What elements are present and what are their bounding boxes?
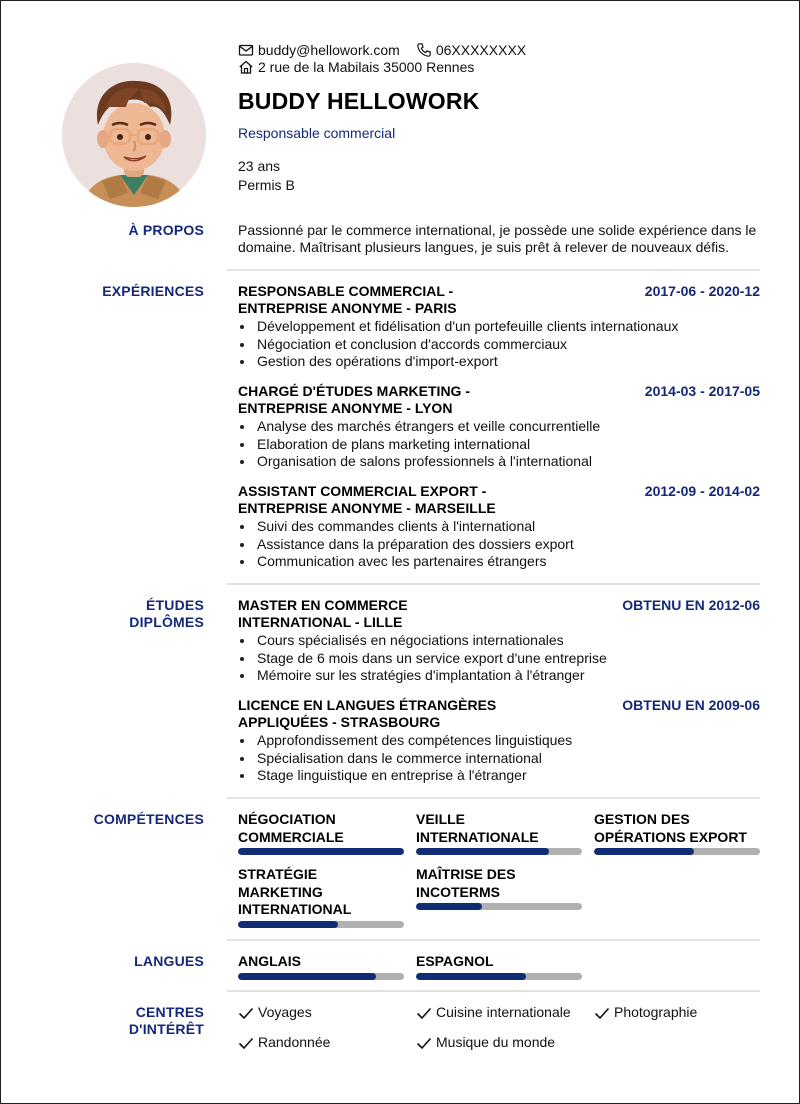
language-bar	[416, 973, 582, 980]
skill-item	[238, 866, 404, 928]
skill-name: STRATÉGIE MARKETING INTERNATIONAL	[238, 866, 352, 917]
education-entry-2	[238, 697, 760, 785]
education-date: OBTENU EN 2012-06	[622, 597, 760, 613]
experience-bullets	[238, 418, 760, 471]
section-divider	[227, 797, 760, 799]
interest-item	[238, 1004, 312, 1021]
education-label-line1: ÉTUDES	[146, 597, 204, 613]
candidate-name: BUDDY HELLOWORK	[238, 88, 480, 114]
interest-item	[594, 1004, 697, 1021]
section-label-about: À PROPOS	[128, 222, 204, 238]
interest-item	[416, 1034, 555, 1051]
check-icon	[238, 1035, 254, 1051]
interest-label: Voyages	[258, 1004, 312, 1020]
age: 23 ans	[238, 158, 281, 174]
check-icon	[416, 1035, 432, 1051]
experience-date: 2012-09 - 2014-02	[644, 483, 760, 499]
skill-bar	[416, 848, 582, 855]
education-bullets	[238, 632, 760, 685]
bullet-item: Spécialisation dans le commerce international	[238, 750, 760, 768]
driving-license: Permis B	[238, 177, 295, 193]
about-text: Passionné par le commerce international, je possède une solide expérience dans le domaine. Maîtrisant plusieurs langues, je suis prêt à relever de nouveaux défis.	[238, 222, 757, 255]
experience-entry-2	[238, 383, 760, 471]
check-icon	[416, 1005, 432, 1021]
interests-label-line1: CENTRES	[135, 1004, 204, 1020]
skill-bar-fill	[416, 848, 549, 855]
section-divider	[227, 269, 760, 271]
bullet-item: Suivi des commandes clients à l'international	[238, 518, 760, 536]
skill-item	[238, 811, 404, 855]
bullet-item: Cours spécialisés en négociations internationales	[238, 632, 760, 650]
section-label-languages: LANGUES	[134, 953, 204, 969]
bullet-item: Approfondissement des compétences linguistiques	[238, 732, 760, 750]
skill-name: MAÎTRISE DES INCOTERMS	[416, 866, 516, 900]
education-title: MASTER EN COMMERCE INTERNATIONAL - LILLE	[238, 597, 408, 630]
skill-bar-fill	[594, 848, 694, 855]
language-item	[416, 953, 582, 980]
address-item	[238, 59, 474, 75]
skill-bar	[238, 921, 404, 928]
bullet-item: Assistance dans la préparation des dossiers export	[238, 536, 760, 554]
experience-title: CHARGÉ D'ÉTUDES MARKETING - ENTREPRISE ANONYME - LYON	[238, 383, 470, 416]
skill-item	[594, 811, 760, 855]
bullet-item: Développement et fidélisation d'un portefeuille clients internationaux	[238, 318, 760, 336]
interest-label: Musique du monde	[436, 1034, 556, 1050]
skill-name: VEILLE INTERNATIONALE	[416, 811, 539, 845]
experience-entry-3	[238, 483, 760, 571]
email-item[interactable]	[238, 42, 400, 58]
interest-label: Photographie	[614, 1004, 698, 1020]
bullet-item: Elaboration de plans marketing international	[238, 436, 760, 454]
job-title: Responsable commercial	[238, 125, 396, 141]
skill-name: NÉGOCIATION COMMERCIALE	[238, 811, 344, 845]
experience-entry-1	[238, 283, 760, 371]
skill-bar-fill	[238, 848, 404, 855]
contact-row-2	[238, 59, 490, 75]
experience-title: ASSISTANT COMMERCIAL EXPORT - ENTREPRISE ANONYME - MARSEILLE	[238, 483, 496, 516]
experience-date: 2017-06 - 2020-12	[644, 283, 760, 299]
experience-date: 2014-03 - 2017-05	[644, 383, 760, 399]
phone-item[interactable]	[416, 42, 526, 58]
section-divider	[227, 939, 760, 941]
section-label-education	[129, 597, 204, 631]
skill-item	[416, 811, 582, 855]
mail-icon	[238, 42, 254, 58]
section-divider	[227, 583, 760, 585]
section-label-experiences: EXPÉRIENCES	[102, 283, 204, 299]
interests-label-line2: D'INTÉRÊT	[128, 1021, 204, 1037]
bullet-item: Organisation de salons professionnels à l'international	[238, 453, 760, 471]
education-bullets	[238, 732, 760, 785]
email-text: buddy@hellowork.com	[258, 42, 400, 58]
profile-photo	[62, 63, 206, 207]
education-title: LICENCE EN LANGUES ÉTRANGÈRES APPLIQUÉES - STRASBOURG	[238, 697, 497, 730]
skill-item	[416, 866, 582, 910]
language-name: ESPAGNOL	[416, 953, 494, 969]
contact-row-1	[238, 42, 542, 58]
skill-bar-fill	[416, 903, 482, 910]
interest-label: Cuisine internationale	[436, 1004, 571, 1020]
experience-bullets	[238, 518, 760, 571]
bullet-item: Stage linguistique en entreprise à l'étranger	[238, 767, 760, 785]
education-label-line2: DIPLÔMES	[129, 614, 204, 630]
section-label-interests	[129, 1004, 204, 1038]
bullet-item: Mémoire sur les stratégies d'implantation à l'étranger	[238, 667, 760, 685]
bullet-item: Stage de 6 mois dans un service export d'une entreprise	[238, 650, 760, 668]
skill-bar	[238, 848, 404, 855]
check-icon	[238, 1005, 254, 1021]
education-entry-1	[238, 597, 760, 685]
interest-item	[416, 1004, 571, 1021]
bullet-item: Négociation et conclusion d'accords commerciaux	[238, 336, 760, 354]
avatar-illustration	[62, 63, 206, 207]
experience-bullets	[238, 318, 760, 371]
interest-item	[238, 1034, 330, 1051]
language-bar-fill	[416, 973, 526, 980]
experience-title: RESPONSABLE COMMERCIAL - ENTREPRISE ANONYME - PARIS	[238, 283, 457, 316]
address-text: 2 rue de la Mabilais 35000 Rennes	[258, 59, 475, 75]
check-icon	[594, 1005, 610, 1021]
skill-bar-fill	[238, 921, 338, 928]
phone-text: 06XXXXXXXX	[435, 42, 527, 58]
skill-name: GESTION DES OPÉRATIONS EXPORT	[594, 811, 747, 845]
skill-bar	[416, 903, 582, 910]
language-item	[238, 953, 404, 980]
language-bar-fill	[238, 973, 376, 980]
bullet-item: Analyse des marchés étrangers et veille concurrentielle	[238, 418, 760, 436]
skill-bar	[594, 848, 760, 855]
language-name: ANGLAIS	[238, 953, 301, 969]
section-divider	[227, 990, 760, 992]
home-icon	[238, 59, 254, 75]
section-label-skills: COMPÉTENCES	[93, 811, 204, 827]
education-date: OBTENU EN 2009-06	[622, 697, 760, 713]
language-bar	[238, 973, 404, 980]
phone-icon	[416, 42, 432, 58]
bullet-item: Gestion des opérations d'import-export	[238, 353, 760, 371]
bullet-item: Communication avec les partenaires étrangers	[238, 553, 760, 571]
interest-label: Randonnée	[258, 1034, 331, 1050]
